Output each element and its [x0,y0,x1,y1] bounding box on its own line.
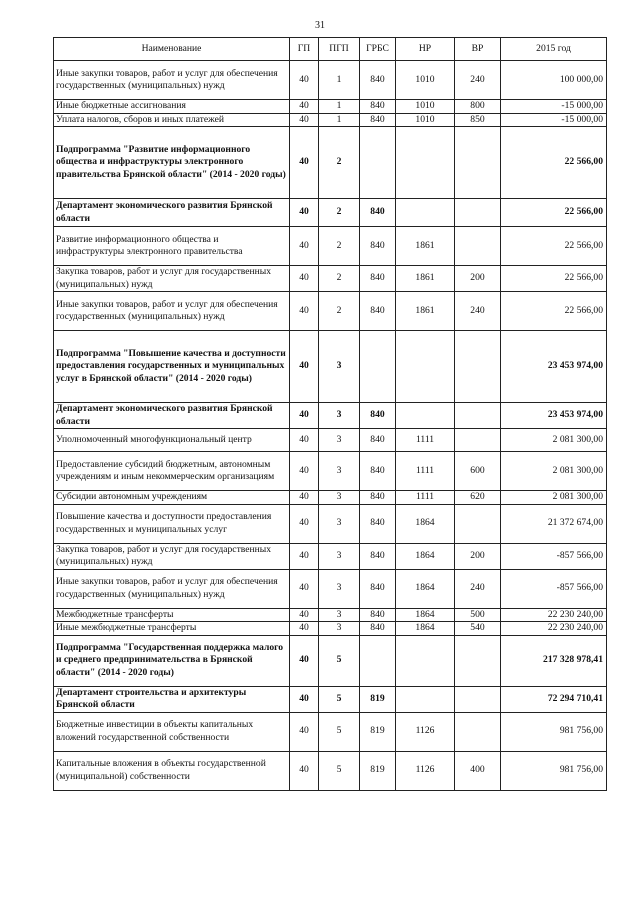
cell-gp: 40 [290,199,319,227]
cell-grbs: 819 [360,751,396,790]
cell-gp: 40 [290,491,319,505]
cell-gp: 40 [290,127,319,199]
cell-gp: 40 [290,403,319,429]
cell-grbs: 840 [360,61,396,100]
cell-name: Подпрограмма "Развитие информационного общества и инфраструктуры электронного правительства Брянской области" (2014 - 2020 годы) [54,127,290,199]
cell-amount: 72 294 710,41 [501,686,607,712]
cell-amount: -15 000,00 [501,113,607,127]
budget-table [53,37,607,791]
cell-pgp: 3 [319,403,360,429]
cell-name: Иные закупки товаров, работ и услуг для обеспечения государственных (муниципальных) нужд [54,61,290,100]
cell-pgp: 3 [319,429,360,452]
cell-amount: 2 081 300,00 [501,491,607,505]
cell-vr [455,686,501,712]
cell-amount: 23 453 974,00 [501,403,607,429]
cell-name: Департамент экономического развития Брянской области [54,403,290,429]
cell-nr: 1861 [396,266,455,292]
cell-grbs: 840 [360,199,396,227]
cell-nr: 1861 [396,227,455,266]
cell-grbs: 840 [360,429,396,452]
cell-gp: 40 [290,429,319,452]
cell-gp: 40 [290,569,319,608]
cell-vr [455,199,501,227]
table-row [54,504,607,543]
table-row [54,608,607,622]
cell-pgp: 2 [319,127,360,199]
cell-nr [396,199,455,227]
cell-nr [396,403,455,429]
cell-nr: 1111 [396,429,455,452]
cell-nr: 1111 [396,452,455,491]
cell-gp: 40 [290,113,319,127]
header-grbs: ГРБС [360,38,396,61]
cell-gp: 40 [290,543,319,569]
table-row [54,292,607,331]
cell-vr [455,227,501,266]
cell-grbs: 840 [360,452,396,491]
cell-pgp: 5 [319,686,360,712]
cell-vr [455,127,501,199]
cell-vr [455,331,501,403]
cell-grbs: 840 [360,266,396,292]
cell-nr: 1010 [396,61,455,100]
cell-gp: 40 [290,635,319,686]
cell-vr: 240 [455,569,501,608]
cell-name: Межбюджетные трансферты [54,608,290,622]
header-year: 2015 год [501,38,607,61]
cell-nr: 1864 [396,543,455,569]
cell-name: Уполномоченный многофункциональный центр [54,429,290,452]
table-body [54,61,607,791]
table-header-row [54,38,607,61]
cell-grbs: 840 [360,227,396,266]
table-row [54,635,607,686]
cell-name: Подпрограмма "Повышение качества и доступности предоставления государственных и муниципальных услуг в Брянской области" (2014 - 2020 годы) [54,331,290,403]
cell-pgp: 5 [319,712,360,751]
cell-gp: 40 [290,504,319,543]
cell-nr: 1864 [396,569,455,608]
cell-name: Развитие информационного общества и инфраструктуры электронного правительства [54,227,290,266]
cell-name: Субсидии автономным учреждениям [54,491,290,505]
cell-pgp: 3 [319,622,360,636]
cell-pgp: 3 [319,452,360,491]
cell-pgp: 5 [319,635,360,686]
table-row [54,266,607,292]
cell-vr [455,504,501,543]
cell-grbs: 840 [360,491,396,505]
cell-vr [455,429,501,452]
cell-amount: 22 566,00 [501,292,607,331]
table-row [54,403,607,429]
cell-amount: 23 453 974,00 [501,331,607,403]
cell-amount: -857 566,00 [501,543,607,569]
table-row [54,751,607,790]
cell-gp: 40 [290,686,319,712]
cell-name: Предоставление субсидий бюджетным, автономным учреждениям и иным некоммерческим организациям [54,452,290,491]
cell-vr: 400 [455,751,501,790]
table-row [54,543,607,569]
cell-nr: 1126 [396,712,455,751]
table-row [54,622,607,636]
cell-gp: 40 [290,751,319,790]
cell-nr: 1010 [396,100,455,114]
cell-name: Иные бюджетные ассигнования [54,100,290,114]
cell-nr: 1010 [396,113,455,127]
cell-amount: 2 081 300,00 [501,429,607,452]
cell-grbs [360,127,396,199]
cell-pgp: 3 [319,608,360,622]
cell-nr [396,127,455,199]
cell-gp: 40 [290,61,319,100]
cell-amount: 22 230 240,00 [501,608,607,622]
page-number: 31 [315,20,325,31]
cell-name: Департамент строительства и архитектуры Брянской области [54,686,290,712]
cell-gp: 40 [290,292,319,331]
cell-name: Иные межбюджетные трансферты [54,622,290,636]
table-row [54,227,607,266]
cell-gp: 40 [290,712,319,751]
cell-pgp: 2 [319,266,360,292]
cell-amount: 22 566,00 [501,227,607,266]
cell-pgp: 5 [319,751,360,790]
cell-name: Иные закупки товаров, работ и услуг для обеспечения государственных (муниципальных) нужд [54,569,290,608]
cell-grbs: 840 [360,113,396,127]
cell-amount: 21 372 674,00 [501,504,607,543]
header-nr: НР [396,38,455,61]
cell-grbs: 840 [360,292,396,331]
cell-name: Закупка товаров, работ и услуг для государственных (муниципальных) нужд [54,266,290,292]
cell-amount: 22 566,00 [501,199,607,227]
cell-vr: 540 [455,622,501,636]
cell-gp: 40 [290,266,319,292]
cell-name: Департамент экономического развития Брянской области [54,199,290,227]
table-row [54,100,607,114]
cell-gp: 40 [290,608,319,622]
header-pgp: ПГП [319,38,360,61]
cell-name: Иные закупки товаров, работ и услуг для обеспечения государственных (муниципальных) нужд [54,292,290,331]
cell-amount: -15 000,00 [501,100,607,114]
table-row [54,491,607,505]
cell-grbs: 840 [360,100,396,114]
cell-grbs: 840 [360,608,396,622]
table-row [54,127,607,199]
cell-vr [455,712,501,751]
cell-nr: 1126 [396,751,455,790]
cell-grbs [360,635,396,686]
table-row [54,113,607,127]
cell-grbs: 840 [360,543,396,569]
cell-nr [396,331,455,403]
cell-pgp: 2 [319,292,360,331]
cell-nr: 1861 [396,292,455,331]
cell-vr [455,403,501,429]
cell-name: Подпрограмма "Государственная поддержка малого и среднего предпринимательства в Брянской области" (2014 - 2020 годы) [54,635,290,686]
cell-pgp: 3 [319,569,360,608]
cell-name: Повышение качества и доступности предоставления государственных и муниципальных услуг [54,504,290,543]
header-name: Наименование [54,38,290,61]
cell-pgp: 3 [319,543,360,569]
cell-amount: 22 566,00 [501,127,607,199]
cell-vr: 850 [455,113,501,127]
cell-amount: 22 566,00 [501,266,607,292]
cell-name: Бюджетные инвестиции в объекты капитальных вложений государственной собственности [54,712,290,751]
cell-pgp: 3 [319,331,360,403]
cell-amount: 2 081 300,00 [501,452,607,491]
cell-grbs: 819 [360,712,396,751]
cell-pgp: 3 [319,504,360,543]
table-row [54,569,607,608]
cell-vr: 200 [455,266,501,292]
cell-vr: 240 [455,292,501,331]
cell-nr [396,686,455,712]
table-row [54,331,607,403]
cell-gp: 40 [290,622,319,636]
cell-pgp: 1 [319,61,360,100]
cell-vr [455,635,501,686]
cell-gp: 40 [290,331,319,403]
cell-grbs: 840 [360,504,396,543]
cell-pgp: 3 [319,491,360,505]
cell-pgp: 2 [319,227,360,266]
cell-vr: 240 [455,61,501,100]
cell-gp: 40 [290,100,319,114]
cell-amount: -857 566,00 [501,569,607,608]
cell-nr: 1864 [396,504,455,543]
cell-vr: 620 [455,491,501,505]
header-vr: ВР [455,38,501,61]
cell-grbs: 819 [360,686,396,712]
cell-name: Уплата налогов, сборов и иных платежей [54,113,290,127]
cell-gp: 40 [290,452,319,491]
cell-amount: 981 756,00 [501,712,607,751]
cell-pgp: 2 [319,199,360,227]
cell-nr: 1864 [396,622,455,636]
cell-pgp: 1 [319,100,360,114]
header-gp: ГП [290,38,319,61]
cell-amount: 217 328 978,41 [501,635,607,686]
cell-grbs [360,331,396,403]
cell-nr [396,635,455,686]
table-row [54,429,607,452]
cell-vr: 800 [455,100,501,114]
table-row [54,712,607,751]
cell-name: Капитальные вложения в объекты государственной (муниципальной) собственности [54,751,290,790]
cell-amount: 981 756,00 [501,751,607,790]
cell-name: Закупка товаров, работ и услуг для государственных (муниципальных) нужд [54,543,290,569]
cell-gp: 40 [290,227,319,266]
cell-pgp: 1 [319,113,360,127]
cell-grbs: 840 [360,622,396,636]
cell-grbs: 840 [360,403,396,429]
table-row [54,199,607,227]
cell-nr: 1111 [396,491,455,505]
cell-nr: 1864 [396,608,455,622]
table-row [54,686,607,712]
table-row [54,61,607,100]
cell-grbs: 840 [360,569,396,608]
cell-amount: 22 230 240,00 [501,622,607,636]
cell-vr: 200 [455,543,501,569]
table-row [54,452,607,491]
cell-vr: 500 [455,608,501,622]
cell-amount: 100 000,00 [501,61,607,100]
cell-vr: 600 [455,452,501,491]
